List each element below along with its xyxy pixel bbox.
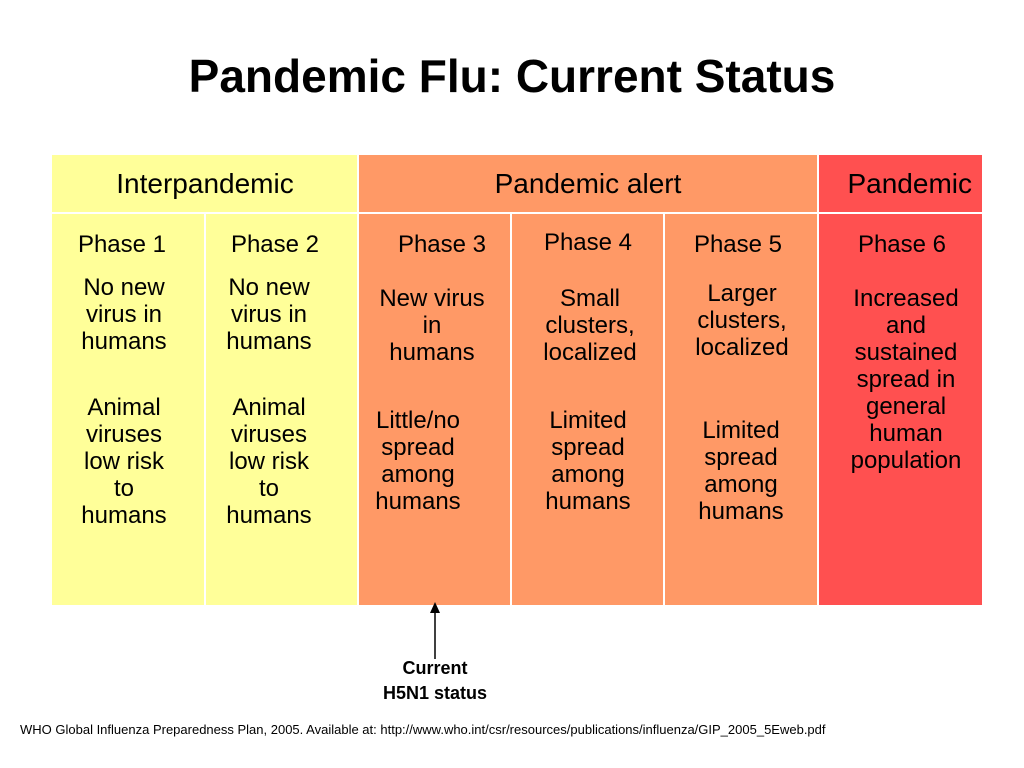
column-divider bbox=[510, 213, 512, 605]
phase-2-description: No new virus in humans bbox=[226, 274, 312, 355]
phase-4-label: Phase 4 bbox=[543, 229, 633, 256]
period-header-interpandemic: Interpandemic bbox=[52, 155, 358, 213]
phase-4-spread: Limited spread among humans bbox=[545, 407, 631, 515]
column-divider bbox=[817, 155, 819, 605]
phase-1-label: Phase 1 bbox=[77, 231, 167, 258]
phase-6-label: Phase 6 bbox=[857, 231, 947, 258]
phase-5-label: Phase 5 bbox=[693, 231, 783, 258]
phase-3-label: Phase 3 bbox=[397, 231, 487, 258]
phase-5-spread: Limited spread among humans bbox=[698, 417, 784, 525]
source-citation: WHO Global Influenza Preparedness Plan, 2005. Available at: http://www.who.int/csr/resources/publications/influenza/GIP_2005_5Eweb.pdf bbox=[20, 722, 826, 737]
phase-2-label: Phase 2 bbox=[230, 231, 320, 258]
phase-5-description: Larger clusters, localized bbox=[695, 280, 789, 361]
column-divider bbox=[357, 155, 359, 605]
period-header-pandemic: Pandemic bbox=[818, 155, 982, 213]
phase-3-description: New virus in humans bbox=[379, 285, 485, 366]
phase-6-description: Increased and sustained spread in general human population bbox=[850, 285, 962, 474]
current-status-arrow bbox=[425, 602, 445, 660]
phase-3-spread: Little/no spread among humans bbox=[375, 407, 461, 515]
phase-2-risk: Animal viruses low risk to humans bbox=[226, 394, 312, 529]
phase-1-risk: Animal viruses low risk to humans bbox=[81, 394, 167, 529]
row-divider bbox=[52, 212, 982, 214]
phase-4-description: Small clusters, localized bbox=[543, 285, 637, 366]
phase-1-description: No new virus in humans bbox=[81, 274, 167, 355]
period-header-pandemic-alert: Pandemic alert bbox=[358, 155, 818, 213]
column-divider bbox=[663, 213, 665, 605]
current-h5n1-status-note: Current H5N1 status bbox=[382, 658, 488, 703]
phase-5-column bbox=[664, 213, 818, 605]
slide-title: Pandemic Flu: Current Status bbox=[188, 50, 836, 102]
